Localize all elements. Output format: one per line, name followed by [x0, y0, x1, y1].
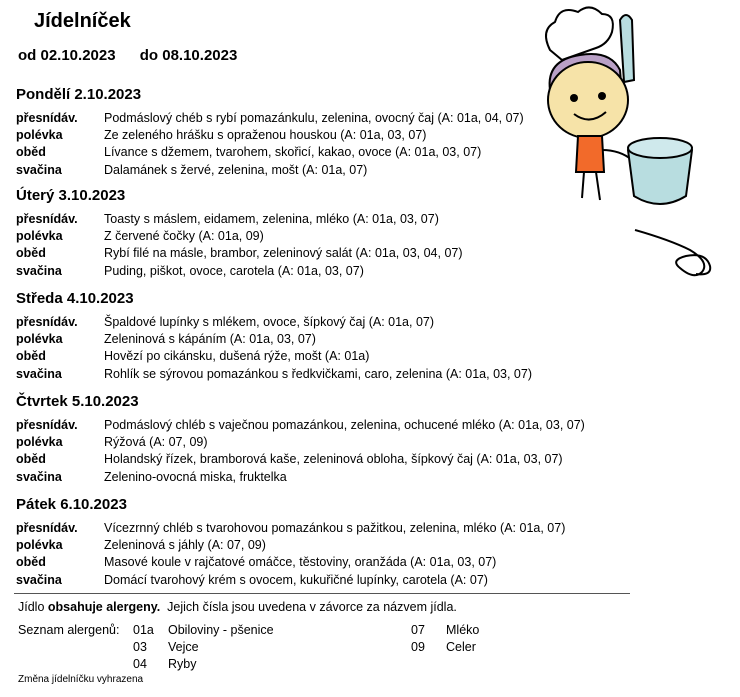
note-prefix: Jídlo	[18, 600, 48, 614]
allergen-name: Mléko	[446, 623, 480, 637]
day-title: Čtvrtek 5.10.2023	[16, 393, 139, 410]
meal-row	[16, 537, 636, 554]
page-title: Jídelníček	[34, 10, 131, 32]
meal-label: oběd	[16, 452, 46, 467]
meal-label: oběd	[16, 246, 46, 261]
meal-row	[16, 520, 636, 537]
date-range	[18, 47, 257, 64]
meal-text: Rýžová (A: 07, 09)	[104, 435, 208, 450]
meal-text: Špaldové lupínky s mlékem, ovoce, šípkový čaj (A: 01a, 07)	[104, 315, 435, 329]
meal-label: přesnídáv.	[16, 212, 78, 226]
meal-text: Zelenino-ovocná miska, fruktelka	[104, 469, 287, 484]
day-title: Úterý 3.10.2023	[16, 187, 126, 204]
note-bold: obsahuje alergeny.	[47, 600, 161, 614]
note-suffix: Jejich čísla jsou uvedena v závorce za názvem jídla.	[160, 600, 457, 614]
meal-text: Podmáslový chéb s rybí pomazánkulu, zelenina, ovocný čaj (A: 01a, 04, 07)	[104, 111, 524, 125]
meal-text: Zeleninová s jáhly (A: 07, 09)	[104, 538, 266, 553]
date-to: do 08.10.2023	[139, 47, 238, 64]
allergen-item	[133, 639, 274, 656]
day-block	[16, 290, 636, 383]
date-from: od 02.10.2023	[18, 47, 116, 64]
allergen-name: Vejce	[168, 640, 199, 654]
meal-text: Toasty s máslem, eidamem, zelenina, mléko (A: 01a, 03, 07)	[104, 212, 439, 226]
meal-label: svačina	[16, 366, 62, 381]
allergen-name: Obiloviny - pšenice	[168, 623, 274, 637]
allergen-code: 03	[133, 640, 147, 654]
meal-text: Ze zeleného hrášku s opraženou houskou (A: 01a, 03, 07)	[104, 128, 427, 143]
day-title: Pátek 6.10.2023	[16, 496, 127, 513]
meal-row	[16, 348, 636, 365]
meal-label: polévka	[16, 435, 63, 450]
allergen-list-right	[411, 622, 479, 656]
chef-illustration	[510, 0, 740, 290]
footer-note: Změna jídelníčku vyhrazena	[18, 674, 144, 685]
meal-row	[16, 314, 636, 331]
meal-row	[16, 417, 636, 434]
allergen-name: Celer	[446, 640, 476, 654]
day-block	[16, 496, 636, 589]
allergen-item	[411, 622, 479, 639]
allergen-item	[133, 656, 274, 673]
meal-label: svačina	[16, 469, 62, 484]
meal-label: přesnídáv.	[16, 418, 78, 432]
allergen-code: 09	[411, 640, 425, 654]
meal-text: Domácí tvarohový krém s ovocem, kukuřičné lupínky, carotela (A: 07)	[104, 572, 488, 587]
allergen-code: 01a	[133, 623, 154, 637]
meal-label: přesnídáv.	[16, 111, 78, 125]
meal-text: Zeleninová s kápáním (A: 01a, 03, 07)	[104, 332, 316, 347]
meal-label: svačina	[16, 162, 62, 177]
meal-text: Puding, piškot, ovoce, carotela (A: 01a, 03, 07)	[104, 263, 364, 278]
divider	[14, 593, 630, 594]
meal-text: Hovězí po cikánsku, dušená rýže, mošt (A: 01a)	[104, 349, 370, 364]
meal-label: svačina	[16, 263, 62, 278]
meal-row	[16, 572, 636, 589]
meal-row	[16, 366, 636, 383]
meal-text: Lívance s džemem, tvarohem, skořicí, kakao, ovoce (A: 01a, 03, 07)	[104, 145, 482, 160]
meal-row	[16, 331, 636, 348]
meal-text: Podmáslový chléb s vaječnou pomazánkou, zelenina, ochucené mléko (A: 01a, 03, 07)	[104, 418, 585, 432]
meal-label: polévka	[16, 128, 63, 143]
day-block	[16, 393, 636, 486]
meal-label: polévka	[16, 332, 63, 347]
meal-text: Masové koule v rajčatové omáčce, těstoviny, oranžáda (A: 01a, 03, 07)	[104, 555, 497, 570]
meal-text: Z červené čočky (A: 01a, 09)	[104, 229, 264, 244]
meal-label: polévka	[16, 538, 63, 553]
meal-text: Rohlík se sýrovou pomazánkou s ředkvičkami, caro, zelenina (A: 01a, 03, 07)	[104, 366, 532, 381]
allergen-code: 07	[411, 623, 425, 637]
allergen-item	[133, 622, 274, 639]
meal-label: oběd	[16, 555, 46, 570]
allergen-list-label: Seznam alergenů:	[18, 623, 120, 637]
meal-label: oběd	[16, 349, 46, 364]
meal-row	[16, 451, 636, 468]
meal-row	[16, 469, 636, 486]
allergen-note	[18, 600, 457, 614]
allergen-name: Ryby	[168, 657, 197, 671]
meal-text: Dalamánek s žervé, zelenina, mošt (A: 01a, 07)	[104, 162, 368, 177]
day-title: Pondělí 2.10.2023	[16, 86, 142, 103]
meal-text: Rybí filé na másle, brambor, zeleninový salát (A: 01a, 03, 04, 07)	[104, 246, 463, 261]
allergen-item	[411, 639, 479, 656]
meal-text: Holandský řízek, bramborová kaše, zeleninová obloha, šípkový čaj (A: 01a, 03, 07)	[104, 452, 563, 467]
meal-label: přesnídáv.	[16, 315, 78, 329]
meal-label: oběd	[16, 145, 46, 160]
meal-label: přesnídáv.	[16, 521, 78, 535]
day-title: Středa 4.10.2023	[16, 290, 134, 307]
meal-label: svačina	[16, 572, 62, 587]
meal-label: polévka	[16, 229, 63, 244]
allergen-code: 04	[133, 657, 147, 671]
meal-text: Vícezrnný chléb s tvarohovou pomazánkou s pažitkou, zelenina, mléko (A: 01a, 07)	[104, 521, 566, 535]
allergen-list-left	[133, 622, 274, 673]
meal-row	[16, 434, 636, 451]
meal-row	[16, 554, 636, 571]
